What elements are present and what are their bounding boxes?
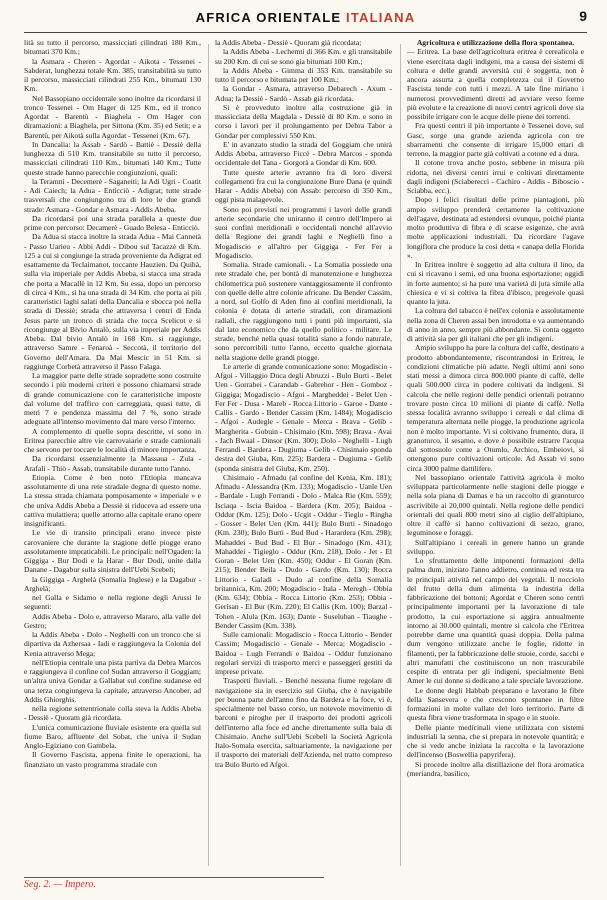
paragraph: Si è provveduto inoltre alla costruzione già in massicciata della Magdala - Dessiè di 80 Km. e sono in corso i lavori per il prolungamento per Debra Tabor a Gondar per complessivi 550 Km. [215,102,392,140]
running-title [24,10,587,25]
paragraph: Nel Bassopiano occidentale sono inoltre da ricordarsi il tronco Tessenei - Om Hager di 125 Km., ed il tronco Agordat - Barentù - Biaghela - Om Hager con diramazioni: a Biaghela, per Sittona (Km. 35) ed Setit; e a Barentù, per Aikotà sulla Agordat - Tessenei (Km. 67). [24,93,201,140]
paragraph: Si procede inoltre alla distillazione del flora aromatica (meriandra, basilico, [407,759,584,778]
paragraph: la Teramni - Decemerè - Saganeiti; la Adi Ugri - Coatit - Adi Caiech; la Adua - Enticciò - Adigrat; tutte strade trasversali che congiungono tra di loro le due grandi strade: Asmara - Gondar e Asmara - Addis Abeba. [24,176,201,214]
paragraph: la Addis Abeba - Gimma di 353 Km. transitabile su tutto il percorso e bitumata per 100 Km.; [215,65,392,84]
paragraph: L'unica comunicazione fluviale esistente era quella sul fiume Baro, affluente del Sobat, che univa il Sudan Anglo-Egiziano con Gambela. [24,722,201,750]
text-column-3 [407,38,584,874]
paragraph: Le arterie di grande comunicazione sono: Mogadiscio - Afgoi - Villaggio Duca degli Abruzzi - Bulo Burti - Belet Uen - Gorrahei - Carandab - Gabrehor - Hen - Gomboz - Giggiga; Mogadiscio - Afgoi - Margheddei - Belet Uen - Fer Fer - Dusa - Mareb - Rocca Littorio - Garoe - Dante - Callis - Gardo - Bender Cassim (Km. 1484); Mogadiscio - Afgoi - Audegle - Genale - Merca - Brava - Gelib - Margherita - Gobuin - Chisimaio (Km. 598); Brava - Avai - Jach Bwaal - Dinsor (Km. 300); Dolo - Neghelli - Lugh Ferrandi - Bardera - Dugiuma - Gelib - Chisimaio sponda destra del Giuba, Km. 225); Bardera - Dugiuma - Gelib (sponda sinistra del Giuba, Km. 250). [215,361,392,473]
page-number: 9 [579,8,587,24]
paragraph: Delle piante medicinali viene utilizzata con sistemi industriali la senna, che si prepara in notevole quantità; e che si vede anche iniziata la raccolta e la lavorazione dell'incenso (Boswellia papyrifera). [407,722,584,760]
paragraph: Nel bassopiano orientale l'attività agricola è molto sviluppata particolarmente nelle stagioni delle piogge e nella sola piana di Damas e ha un raccolto di granoturco ascrivibile ai 20,000 quintali. Nella regione delle pendici orientali dei quali 800 metri sino al ciglio dell'altipiano, oltre il caffè si hanno coltivazioni di sezzo, grano, leguminose e foraggi. [407,472,584,538]
paragraph: Il Governo Fascista, appena finite le operazioni, ha finanziato un vasto programma stradale con [24,750,201,769]
page-header [24,6,587,33]
paragraph: — Eritrea. La base dell'agricoltura eritrea è cerealicola e viene esercitata dagli indigeni, ma a causa dei sistemi di coltura e delle grandi avversità cui è soggetta, non è ancora assurta a quella completezza cui il Governo Fascista tende con tutti i mezzi. A tale fine miriano i numerosi provvedimenti diretti ad avviare verso forme più evolute e la creazione di nuovi centri agricoli dove sia possibile irrigare con le acque delle piene dei torrenti. [407,47,584,121]
paragraph: Lo sfruttamento delle imponenti formazioni della palma dum, iniziato l'anno addietro, continua ed resta tra le principali attività nel campo dei vegetali. Il nocciolo del frutto della dum alimenta la industria della fabbricazione dei bottoni; Agordat e Cheren sono centri principalmente importanti per la lavorazione di tale prodotto, la cui esportazione si aggira annualmente intorno ai 30.000 quintali, mentre si calcola che l'Eritrea potrebbe darne una quantità quasi doppia. Della palma dum vengono utilizzate anche le foglie, ridotte in filamenti, per la fabbricazione delle stuoie, corde, sacchi e altri manufatti che costituiscono un non trascurabile cespite di entrata per gli indigeni, specialmente Beni Amer le cui donne si dedicano a tale speciale lavorazione. [407,556,584,686]
paragraph: Chisimaio - Afmadu (al confine del Kenia, Km. 181); Afmadu - Alessandra (Km. 133); Mogadiscio - Uanle Uen - Bardale - Lugh Ferrandi - Dolo - Malca Rie (Km. 559); Isciaqa - Iscia Baidoa - Bardera (Km. 205); Baidoa - Oddur (Km. 125); Dolo - Ucgit - Oddur - Tieglo - Ringha - Gosser - Belet Uen (Km. 441); Bulo Burti - Sinadogo (Km. 230); Bulo Burti - Bud Bud - Harardera (Km. 298); Mahaddei - Bud Bud - El Bur - Sinadogo (Km. 431); Mahaddei - Tigieglo - Oddur (Km. 218), Dolo - Jet - El Goran - Belet Uen (Km. 450); Oddur - El Goran (Km. 215); Bender Beila - Dudo - Gardo (Km. 130); Rocca Littorio - Galadi - Dudo al confine della Somalia britannica, Km. 200; Mogadiscio - Itala - Meregh - Obbia (Km. 634); Obbia - Rocca Littorio (Km. 253); Obbia - Gerisan - El Bur (Km. 220); El Callis (Km. 100); Barzal - Tohen - Alula (Km. 163); Dante - Suseluban - Tiaughe - Bender Cassim (Km. 338). [215,472,392,630]
paragraph: Addis Abeba - Dolo e, attraverso Mararo, alla valle del Gestro; [24,611,201,630]
paragraph: la Addis Abeba - Lechemti di 366 Km. e gli transitabile su 200 Km. di cui se sono gia bitumati 100 Km.; [215,47,392,66]
paragraph: In Eritrea inoltre è soggetto ad alta cultura il lino, da cui si ricavano i semi, ed una buona esportazione; oggidì in forte aumento; si ha pure una varietà di juta simile alla chiesica e vi si coltiva la fibra d'ibisco, pregevole quasi quanto la juta. [407,260,584,306]
paragraph: In Dancalia: la Assab - Sardò - Battiè - Dessiè della lunghezza di 510 Km. transitabile su tutto il percorso, massicciati cilindrati 110 Km., bitumati 140 Km.; Tutte queste strade hanno parecchie congiunzioni, quali: [24,139,201,177]
paragraph: nel Galla e Sidamo e nella regione degli Arussi le seguenti: [24,593,201,612]
running-title-part1: AFRICA ORIENTALE [195,10,347,25]
paragraph: Ampio sviluppo ha pure la coltura del caffè, destinato a prodotto abbondantemente, riscontrandosi in Eritrea, le condizioni climatiche più adatte. Negli ultimi anni sono stati messi a dimora circa 800.000 piante di caffè, delle quali 500.000 circa in podere coltivati da indigeni. Si calcola che nelle regioni delle pendici orientali potranno trovare posto circa 10 milioni di piante di caffè. Nella stessa località avranno sviluppo i cereali e dal clima di temperatura alternata nelle piogge, la produzione agricola non è molto importante. Vi si coltivano frumento, dura, il granoturco, il sesamo, e dove è possibile estrarre l'acqua dal sottosuolo come a Otumlo, Archico, Embeiovi, si ottengono pure coltivazioni orticole. Ad Assab vi sono circa 3000 palme dattilifere. [407,343,584,473]
paragraph: Le donne degli Habbab preparano e lavorano le fibre della Sansevera e che crescono spontanee in filtre formazioni in molte vallate del loro territorio. Parte di questa fibra viene trasformata in spago e in stuoie. [407,685,584,723]
running-title-part2: ITALIANA [346,10,416,25]
paragraph: la Addis Abeba - Dessiè - Quoram già ricordata; [215,38,362,47]
paragraph: Le vie di transito principali erano invece piste carovaniere che durante la stagione delle piogge erano assolutamente impraticabili. Le principali: nell'Ogaden: la Giggiga - Bur Dodi e la Harar - Bur Dodi, unite dalla Danane - Dagabur sulla sinistra dell'Uebi Scebeli; [24,528,201,575]
paragraph: la Addis Abeba - Dolo - Neghelli con un tronco che si dipartiva da Azhersaa - Iadi e raggiungeva la Colonia del Kenia attraverso Mega; [24,630,201,658]
paragraph: Da ricordarsi poi una strada parallela a queste due prime con percorso: Decamerè - Guado Belesa - Enticciò. [24,213,201,232]
paragraph: Il cotone trova anche posto, sebbene in misura più ridotta, nei diversi centri irrui e coltivati direttamente dagli indigeni (Sciabereccì - Cachiro - Addis - Biboscio - Sciabba, ecc.). [407,158,584,195]
paragraph: E' in avanzato studio la strada del Goggiam che unirà Addis Abeba, attraverso Ficcè - Debra Marcos - sponda occidentale del Tana - Gorgorà a Gondar di Km. 600. [215,139,392,168]
paragraph: La coltura del tabacco è nell'ex colonia e assolutamente nella zona di Cheren assai ben introdotta e va aumentando di anno in anno, sempre più abbondante. Si conta oggetto di attività sia per gli italiani che per gli indigeni. [407,306,584,343]
paragraph: Sono poi previsti nei programmi i lavori delle grandi arterie secondarie che uniranno il centro dell'Impero ai suoi confini meridionali e occidentali nonché all'avvio della Regione dei grandi laghi e Neghelli fino a Mogadiscio e all'altro per Giggiga - Fer Fer a Mogadiscio. [215,204,392,260]
paragraph: Trasporti fluviali. - Benché nessuna fiume regolare di navigazione sia in esercizio sul Giuba, che è navigabile per buona parte dell'anno fino da Bardera e la foce, vi è, specialmente nel basso corso, un notevole movimento di barconi e piroghe per il trasporto dei prodotti agricoli dell'interno alla foce ed anche direttamente sulla baia di Chisimaio. Anche sull'Uebi Scebeli la Società Agricola Italo-Somala esercita, saltuariamente, la navigazione per il trasporto dei materiali dell'Azienda, nel tratto compreso tra Bulo Burto ed Afgoi. [215,676,392,769]
paragraph: Sull'altipiano i cereali in genere hanno un grande sviluppo. [407,537,584,556]
paragraph: la Asmara - Cheren - Agordat - Aikota - Tessenei - Sabderat, lunghezza totale Km. 385, transitabilità su tutto il percorso, massicciati cilindrati 255 Km., bitumati 130 Km. [24,56,201,94]
paragraph: La maggior parte delle strade sopradette sono costruite secondo i più moderni criteri e possono chiamarsi strade di grande comunicazione con le caratteristiche imposte dal volume del traffico con carreggiata, quasi tutte, di metri 7 e pendenza massima del 7 %, sono strade adeguate all'intenso movimento dal mare verso l'interno. [24,371,201,427]
paragraph: Etiopia. Come è ben noto l'Etiopia mancava assolutamente di una rete stradale degna di questo nome. La stessa strada chiamata pomposamente « imperiale » e che univa Addis Abeba a Dessiè si riduceva ad essere una cattiva mulattiera; quelle attorno alla capitale erano opere insignificanti. [24,472,201,528]
text-column-2 [215,38,392,874]
paragraph: Dopo i felici risultati delle prime piantagioni, più ampio sviluppo prenderà certamente la coltivazione dell'agave, destinata ad estendersi ovunque, poiché pianta molto produttiva di fibra e di scarse esigenze, che avrà molte applicazioni industriali. Da ricordare l'agave longiflora che produce la cosi detta « canapa della Florida ». [407,195,584,260]
paragraph: lità su tutto il percorso, massicciati cilindrati 180 Km., bitumati 370 Km.; [24,38,201,57]
paragraph: Somalia. Strade camionali. - La Somalia possiede una rete stradale che, per bontà di manutenzione e lunghezza chilometrica può sostenere vantaggiosamente il confronto con quelle delle altre colonie africane. Da Bender Cassim, a nord, sul Golfo di Aden fino ai confini meridionali, la colonia è dotata di arterie stradali, con diramazioni radiali, che raggiungono tutti i punti più importanti, sia dal lato economico che da quello politico - militare. Le strade, benché nella quasi totalità siano a fondo naturale, sono percorribili tutto l'anno, eccetto qualche giornata nella stagione delle grandi piogge. [215,260,392,362]
paragraph: A complemento di quelle sopra descritte, vi sono in Eritrea parecchie altre vie carrovaiarie e strade camionali che servono per toccare le località di minore importanza. [24,426,201,454]
paragraph: Tutte queste arterie avranno fra di loro diversi collegamenti fra cui la congiunzione Bure Dana (e quindi Harar - Addis Abeba) con Assab: percorso di 350 Km., oggi pista malagevole. [215,167,392,205]
body-columns [24,38,587,874]
paragraph: la Giggiga - Arghelà (Somalia Inglese) e la Dagabur - Arghelà; [24,574,201,593]
paragraph: la Gondar - Asmara, attraverso Debarech - Axum - Adua; la Dessiè - Sardò - Assab già ricordata. [215,84,392,103]
paragraph: Agricoltura e utilizzazione della flora spontanea. [416,38,575,47]
paragraph: Fra questi centri il più importante è Tessenei dove, sul Gasc, sorge una grande azienda agricola con tre sbarramenti che consente di irrigare 15,000 ettari di terreno, la maggior parte già coltivati a cotone ed a dura. [407,121,584,158]
paragraph: Da Adua si stacca inoltre la strada Adua - Mai Cannetà - Passo Uarieu - Abbi Addi - Dibou sul Tacazzè di Km. 125 a cui si congiunge la strada proveniente da Adigrat ed esattamente da Teclaimanot, toccante Hauzien. Da Quihà, sulla via imperiale per Addis Abeba, si stacca una strada che porta a Macallè in 12 Km. Su essa, dopo un percorso di circa 4 Km., si ha una strada di 34 Km. che porta ai più caratteristici laghi salati della Dancalia e sbocca poi nella strada di Dessiè; strada che attraversa i centri di Enda Jesus parte un tronco di strada che tocca Scelicot e si ricongiunge al Bivio Antalò, sulla via imperiale per Addis Abeba. Dal bivio Antalò in 168 Km. si raggiunge, attraverso Samre - Fenaroà - Seccotà, il territorio del Governo dell'Amara. Da Mai Mescic in 51 Km. si raggiunge Corbetà attraverso il Passo Falaga. [24,232,201,371]
paragraph: nella regione settentrionale colla steva la Addis Abeba - Dessiè - Quoram già ricordata. [24,704,201,723]
paragraph: Sulle camionali: Mogadiscio - Rocca Littorio - Bender Cassim; Mogadiscio - Genale - Merca; Mogadiscio - Baidoa - Lugh Ferrandi e Baidoa - Oddur funzionano regolari servizi di trasporto merci e passeggeri gestiti da imprese private. [215,630,392,676]
text-column-1 [24,38,201,874]
page-footer: Seg. 2. — Impero. [24,877,324,890]
paragraph: Da ricordarsi essenzialmente la Massaua - Zula - Arafali - Thiò - Assab, transitabile durante tutto l'anno. [24,454,201,473]
paragraph: nell'Etiopia centrale una pista partiva da Debra Marcos e raggiungeva il confine col Sudan attraverso il Goggiam; un'altra univa Gondar a Gallabat sul confine sudanese ed una terza congiungeva la capitale, attraverso Ancober, ad Addis Ghiorghis. [24,657,201,704]
